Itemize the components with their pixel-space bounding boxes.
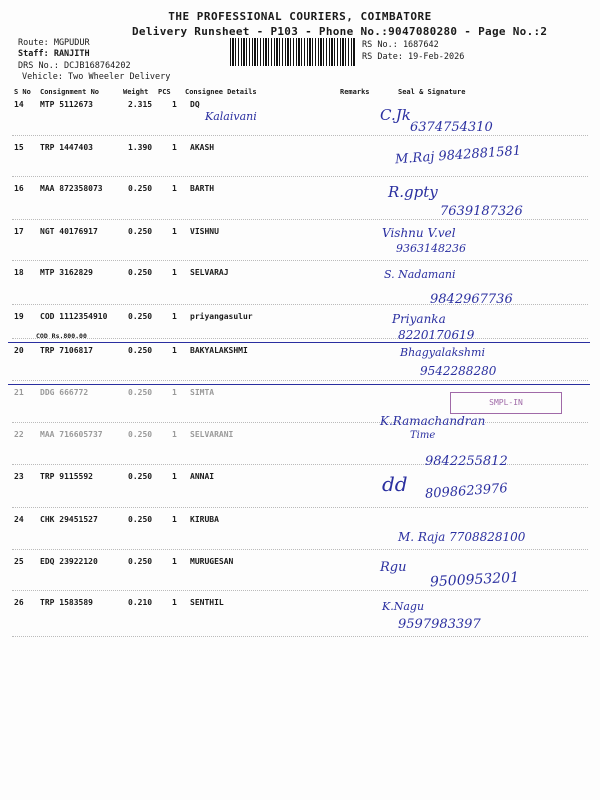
ink-line bbox=[8, 384, 590, 385]
consignee-cell: SIMTA bbox=[190, 388, 215, 397]
consignee-cell: VISHNU bbox=[190, 227, 219, 236]
handwriting: 9597983397 bbox=[398, 617, 481, 632]
consignment-cell: MAA 716605737 bbox=[40, 430, 103, 439]
sno-cell: 21 bbox=[14, 388, 24, 397]
handwriting: dd bbox=[382, 472, 408, 496]
route-label: Route: MGPUDUR bbox=[18, 38, 90, 48]
weight-cell: 0.250 bbox=[128, 388, 153, 397]
consignment-cell: MTP 3162829 bbox=[40, 268, 93, 277]
table-row bbox=[0, 515, 600, 529]
pcs-cell: 1 bbox=[172, 143, 177, 152]
weight-cell: 0.250 bbox=[128, 227, 153, 236]
row-separator bbox=[12, 422, 588, 423]
sno-cell: 24 bbox=[14, 515, 24, 524]
row-separator bbox=[12, 176, 588, 177]
barcode bbox=[230, 38, 356, 66]
row-separator bbox=[12, 380, 588, 381]
consignment-cell: COD 1112354910 bbox=[40, 312, 108, 321]
handwriting: 9842967736 bbox=[430, 292, 513, 307]
weight-cell: 0.250 bbox=[128, 268, 153, 277]
handwriting: 7639187326 bbox=[440, 204, 523, 219]
handwriting: 6374754310 bbox=[410, 120, 493, 135]
sno-cell: 25 bbox=[14, 557, 24, 566]
sno-cell: 14 bbox=[14, 100, 24, 109]
weight-cell: 0.250 bbox=[128, 557, 153, 566]
row-separator bbox=[12, 590, 588, 591]
company-title: THE PROFESSIONAL COURIERS, COIMBATORE bbox=[168, 10, 432, 23]
consignment-cell: TRP 9115592 bbox=[40, 472, 93, 481]
weight-cell: 0.250 bbox=[128, 472, 153, 481]
col-consignment: Consignment No bbox=[40, 88, 100, 96]
sno-cell: 18 bbox=[14, 268, 24, 277]
consignee-cell: SELVARANI bbox=[190, 430, 234, 439]
handwriting: Vishnu V.vel bbox=[382, 226, 456, 240]
rs-number: RS No.: 1687642 bbox=[362, 40, 439, 50]
consignment-cell: TRP 1447403 bbox=[40, 143, 93, 152]
drs-number: DRS No.: DCJB168764202 bbox=[18, 61, 131, 71]
handwriting: Bhagyalakshmi bbox=[400, 346, 485, 359]
pcs-cell: 1 bbox=[172, 430, 177, 439]
sno-cell: 23 bbox=[14, 472, 24, 481]
row-separator bbox=[12, 135, 588, 136]
col-seal: Seal & Signature bbox=[398, 88, 466, 96]
staff-label: Staff: RANJITH bbox=[18, 49, 90, 59]
sno-cell: 26 bbox=[14, 598, 24, 607]
row-separator bbox=[12, 636, 588, 637]
consignee-cell: DQ bbox=[190, 100, 200, 109]
sno-cell: 19 bbox=[14, 312, 24, 321]
handwriting: 9363148236 bbox=[396, 242, 466, 255]
pcs-cell: 1 bbox=[172, 515, 177, 524]
table-row bbox=[0, 598, 600, 612]
table-row bbox=[0, 268, 600, 282]
consignee-cell: BAKYALAKSHMI bbox=[190, 346, 248, 355]
table-row bbox=[0, 430, 600, 444]
row-separator bbox=[12, 260, 588, 261]
handwriting: 8098623976 bbox=[424, 481, 509, 502]
consignment-cell: NGT 40176917 bbox=[40, 227, 98, 236]
row-separator bbox=[12, 507, 588, 508]
consignee-cell: SENTHIL bbox=[190, 598, 224, 607]
handwriting: Priyanka bbox=[392, 312, 446, 326]
weight-cell: 0.250 bbox=[128, 346, 153, 355]
handwriting: Time bbox=[410, 430, 436, 441]
row-separator bbox=[12, 219, 588, 220]
weight-cell: 1.390 bbox=[128, 143, 153, 152]
pcs-cell: 1 bbox=[172, 100, 177, 109]
handwriting: Kalaivani bbox=[205, 110, 257, 123]
consignment-cell: EDQ 23922120 bbox=[40, 557, 98, 566]
consignment-cell: MTP 5112673 bbox=[40, 100, 93, 109]
table-row bbox=[0, 312, 600, 326]
consignment-cell: TRP 1583589 bbox=[40, 598, 93, 607]
consignee-cell: KIRUBA bbox=[190, 515, 219, 524]
consignee-cell: MURUGESAN bbox=[190, 557, 234, 566]
handwriting: M. Raja 7708828100 bbox=[398, 530, 526, 544]
handwriting: K.Ramachandran bbox=[380, 414, 486, 428]
pcs-cell: 1 bbox=[172, 268, 177, 277]
col-sno: S No bbox=[14, 88, 31, 96]
handwriting: M.Raj 9842881581 bbox=[394, 143, 522, 168]
sno-cell: 16 bbox=[14, 184, 24, 193]
sno-cell: 20 bbox=[14, 346, 24, 355]
sno-cell: 17 bbox=[14, 227, 24, 236]
consignee-cell: ANNAI bbox=[190, 472, 215, 481]
consignee-cell: SELVARAJ bbox=[190, 268, 229, 277]
pcs-cell: 1 bbox=[172, 346, 177, 355]
handwriting: 9542288280 bbox=[420, 364, 497, 378]
weight-cell: 0.210 bbox=[128, 598, 153, 607]
consignment-cell: CHK 29451527 bbox=[40, 515, 98, 524]
weight-cell: 0.250 bbox=[128, 515, 153, 524]
consignee-cell: AKASH bbox=[190, 143, 215, 152]
weight-cell: 0.250 bbox=[128, 184, 153, 193]
col-remarks: Remarks bbox=[340, 88, 370, 96]
stamp: SMPL-IN bbox=[450, 392, 562, 414]
pcs-cell: 1 bbox=[172, 557, 177, 566]
sno-cell: 22 bbox=[14, 430, 24, 439]
handwriting: K.Nagu bbox=[382, 600, 425, 613]
pcs-cell: 1 bbox=[172, 227, 177, 236]
handwriting: R.gpty bbox=[388, 183, 438, 201]
table-row bbox=[0, 184, 600, 198]
handwriting: 9842255812 bbox=[425, 454, 508, 469]
weight-cell: 0.250 bbox=[128, 430, 153, 439]
weight-cell: 0.250 bbox=[128, 312, 153, 321]
sno-cell: 15 bbox=[14, 143, 24, 152]
handwriting: C.Jk bbox=[380, 106, 411, 124]
row-separator bbox=[12, 549, 588, 550]
pcs-cell: 1 bbox=[172, 388, 177, 397]
table-row bbox=[0, 557, 600, 571]
consignee-cell: priyangasulur bbox=[190, 312, 253, 321]
runsheet-subtitle: Delivery Runsheet - P103 - Phone No.:9047080280 - Page No.:2 bbox=[132, 25, 548, 38]
col-weight: Weight bbox=[123, 88, 149, 96]
pcs-cell: 1 bbox=[172, 184, 177, 193]
cod-note: COD Rs.800.00 bbox=[36, 332, 87, 340]
table-row bbox=[0, 227, 600, 241]
ink-line bbox=[8, 342, 590, 343]
consignee-cell: BARTH bbox=[190, 184, 215, 193]
handwriting: 8220170619 bbox=[398, 328, 475, 342]
col-pcs: PCS bbox=[158, 88, 171, 96]
consignment-cell: TRP 7106817 bbox=[40, 346, 93, 355]
consignment-cell: MAA 872358073 bbox=[40, 184, 103, 193]
handwriting: S. Nadamani bbox=[384, 268, 456, 281]
handwriting: 9500953201 bbox=[429, 569, 520, 591]
table-row bbox=[0, 346, 600, 360]
handwriting: Rgu bbox=[380, 560, 407, 575]
consignment-cell: DDG 666772 bbox=[40, 388, 89, 397]
weight-cell: 2.315 bbox=[128, 100, 153, 109]
rs-date: RS Date: 19-Feb-2026 bbox=[362, 52, 465, 62]
row-separator bbox=[12, 338, 588, 339]
pcs-cell: 1 bbox=[172, 598, 177, 607]
table-row bbox=[0, 100, 600, 114]
vehicle-label: Vehicle: Two Wheeler Delivery bbox=[22, 72, 171, 82]
pcs-cell: 1 bbox=[172, 472, 177, 481]
col-consignee: Consignee Details bbox=[185, 88, 257, 96]
table-row bbox=[0, 472, 600, 486]
pcs-cell: 1 bbox=[172, 312, 177, 321]
